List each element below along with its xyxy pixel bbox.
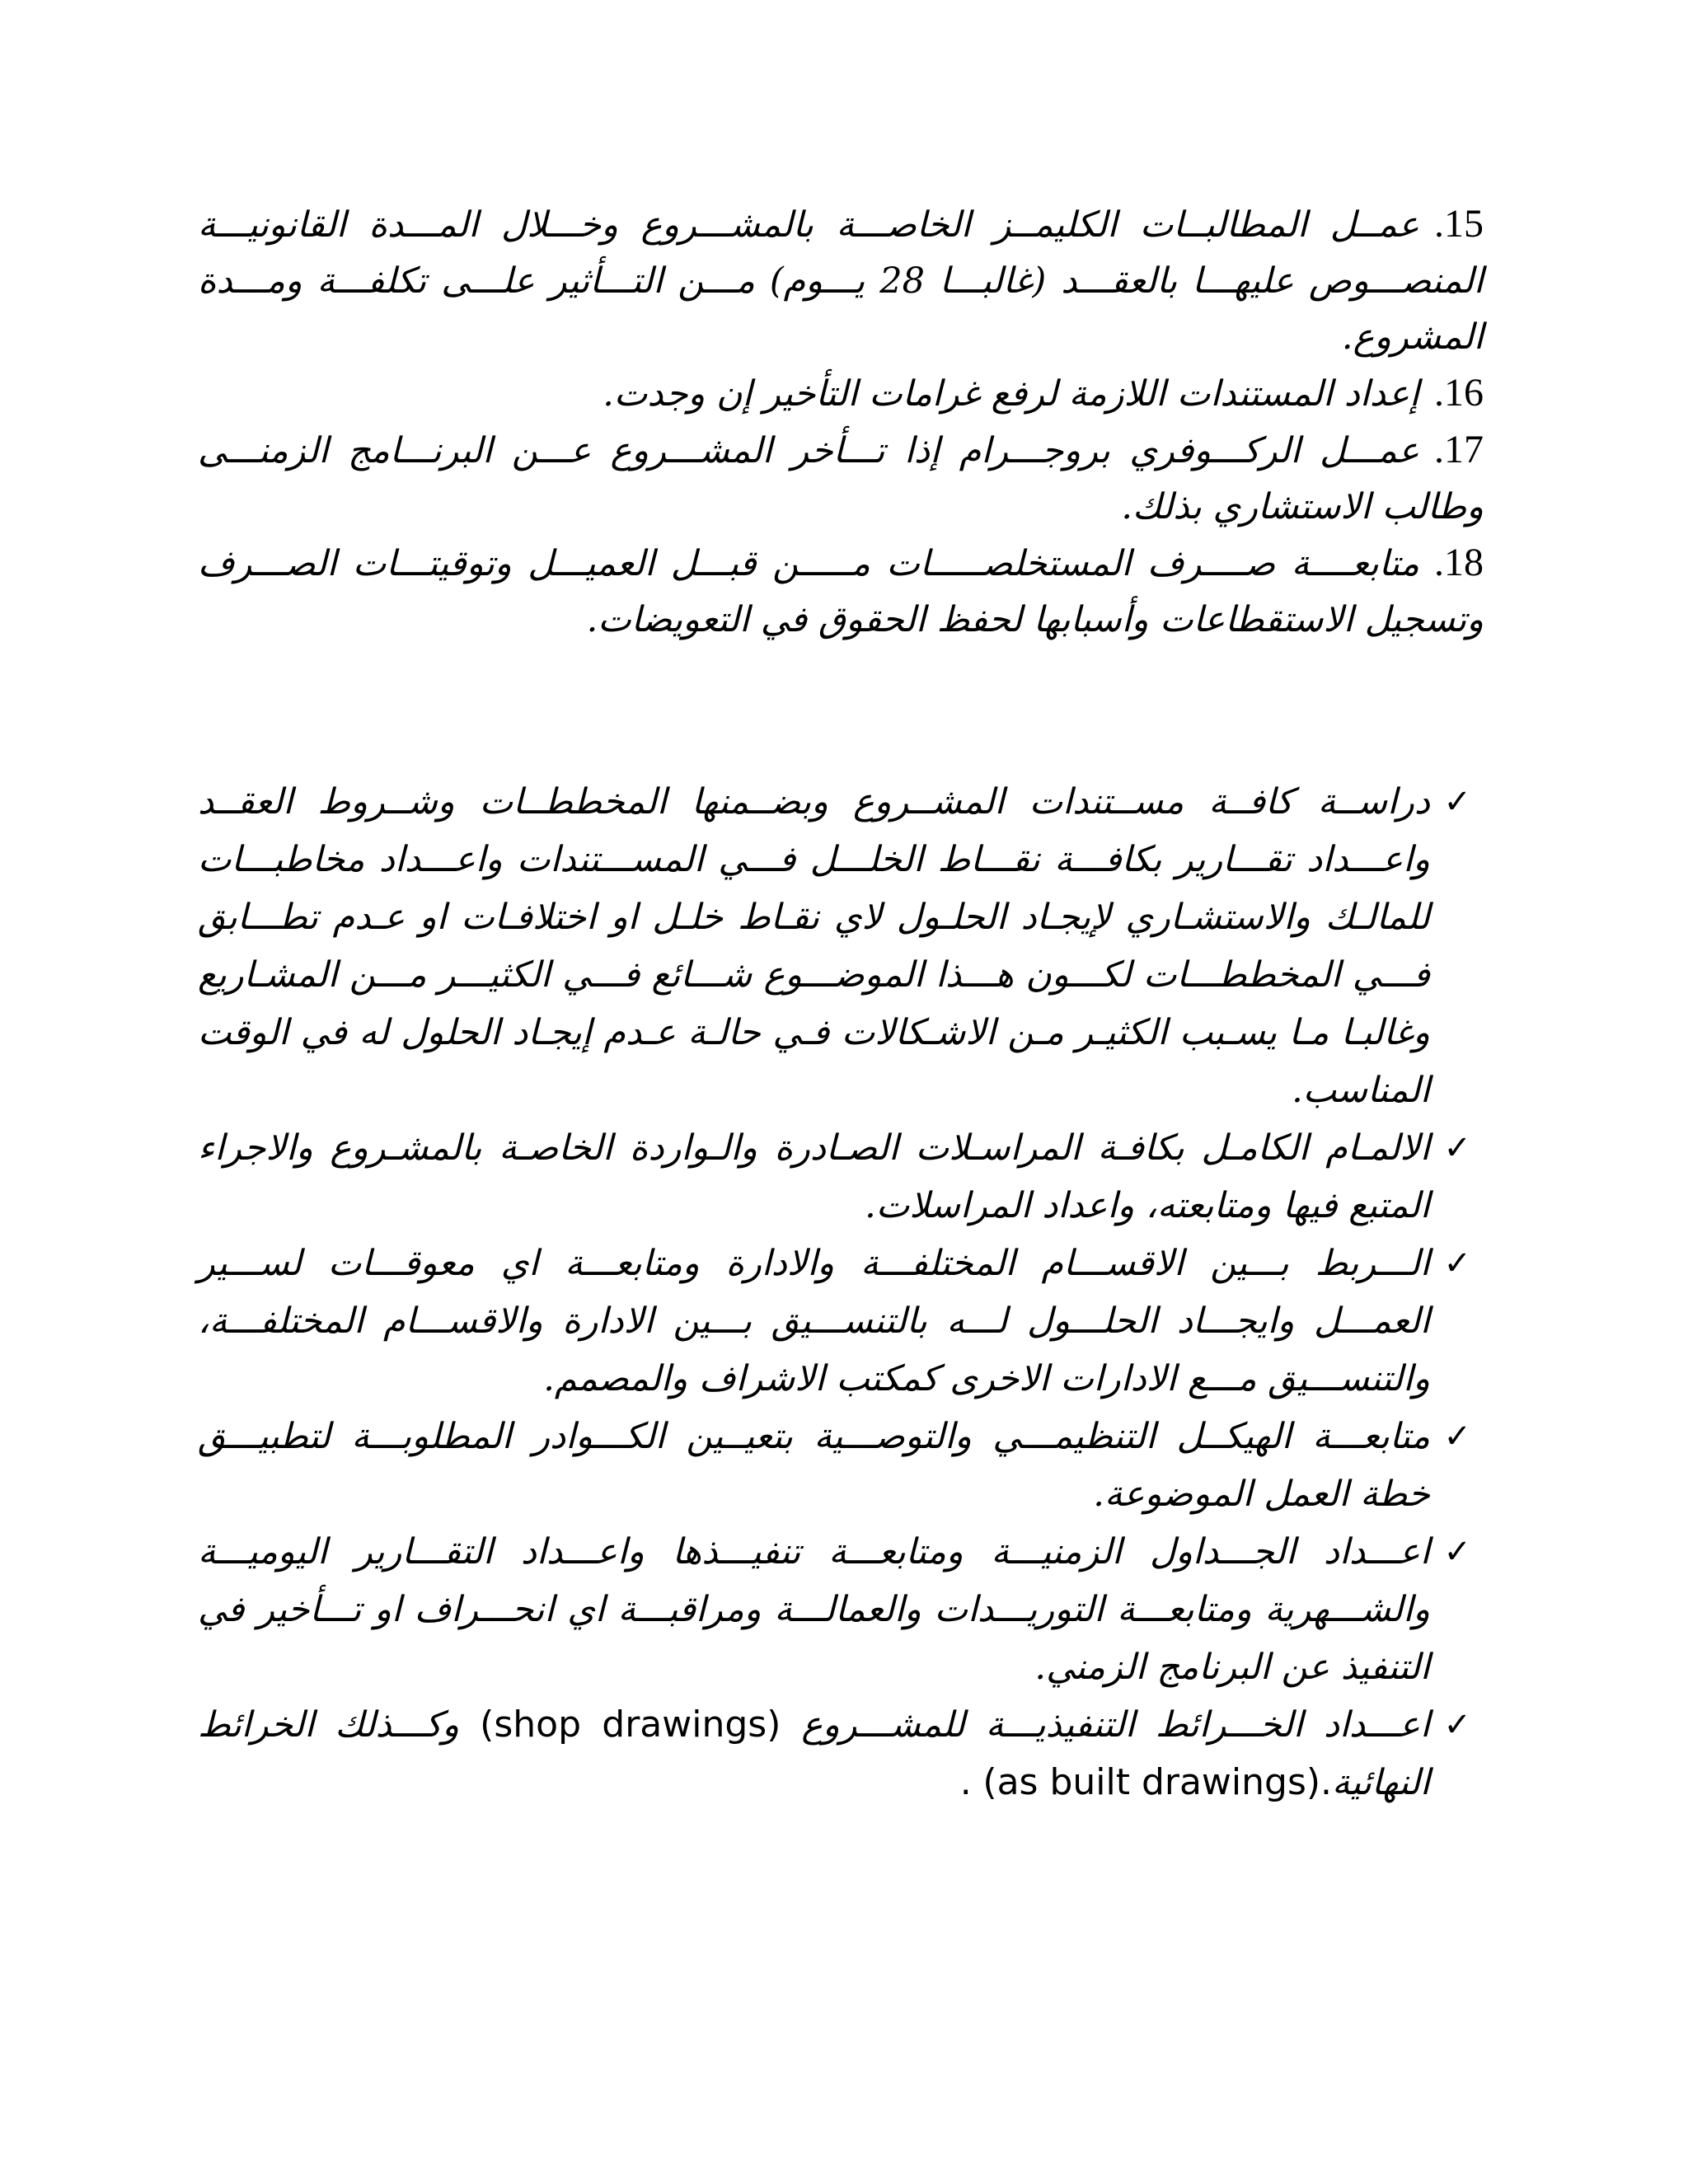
- list-item: [198, 422, 1484, 535]
- checkmark-icon: ✓: [1443, 783, 1471, 821]
- checklist-text: دراســة كافــة مســتندات المشــروع وبضــمنها المخططــات وشــروط العقــد واعـــداد تقـــارير بكافـــة نقـــاط الخلـــل فـــي المســـتندات واعـــداد مخاطبـــات للمالـك والاستشـاري لإيجـاد الحلـول لاي نقـاط خلـل او اختلافـات او عـدم تطـــابق فـــي المخططـــات لكـــون هـــذا الموضـــوع شـــائع فـــي الكثيـــر مـــن المشـاريع وغالبـا مـا يسـبب الكثيـر مـن الاشـكالات فـي حالـة عـدم إيجـاد الحلول له في الوقت المناسب.: [198, 781, 1430, 1111]
- item-text: متابعــــة صــــرف المستخلصـــــات مـــــن قبـــل العميـــل وتوقيتـــات الصـــرف وتسجيل الاستقطاعات وأسبابها لحفظ الحقوق في التعويضات.: [198, 543, 1484, 640]
- checklist-item: [198, 1119, 1471, 1235]
- list-item: [198, 535, 1484, 648]
- checklist-text: اعـــداد الجـــداول الزمنيـــة ومتابعـــة تنفيـــذها واعـــداد التقـــارير اليوميـــة والشـــهرية ومتابعـــة التوريـــدات والعمالـــة ومراقبـــة اي انحـــراف او تـــأخير في التنفيذ عن البرنامج الزمني.: [198, 1531, 1430, 1688]
- list-item: [198, 365, 1484, 422]
- item-number: 18.: [1434, 541, 1484, 584]
- latin-term: (as built drawings).: [982, 1761, 1333, 1803]
- checklist-text: [198, 1696, 1430, 1811]
- checklist-item: [198, 1408, 1471, 1523]
- numbered-list: [198, 196, 1484, 648]
- checklist-text-part: وكـــذلك الخرائط النهائية: [198, 1704, 1430, 1803]
- item-text: إعداد المستندات اللازمة لرفع غرامات التأخير إن وجدت.: [603, 373, 1419, 415]
- checklist-text: الالمـام الكامـل بكافـة المراسـلات الصـادرة والـواردة الخاصـة بالمشـروع والاجراء المتبع فيها ومتابعته، واعداد المراسلات.: [198, 1127, 1430, 1226]
- item-text: عمــل المطالبــات الكليمــز الخاصـــة بالمشـــروع وخـــلال المـــدة القانونيـــة المنصـــوص عليهـــا بالعقـــد (غالبـــا 28 يـــوم) مـــن التـــأثير علـــى تكلفـــة ومـــدة المشروع.: [198, 204, 1484, 358]
- checkmark-icon: ✓: [1443, 1533, 1471, 1571]
- checklist-text: متابعـــة الهيكــل التنظيمـــي والتوصـــية بتعيــين الكـــوادر المطلوبـــة لتطبيـــق خطة العمل الموضوعة.: [198, 1416, 1430, 1515]
- item-number: 15.: [1434, 202, 1484, 246]
- checkmark-icon: ✓: [1443, 1418, 1471, 1455]
- checkmark-icon: ✓: [1443, 1244, 1471, 1282]
- checkmark-icon: ✓: [1443, 1129, 1471, 1167]
- item-number: 17.: [1434, 428, 1484, 471]
- checkmark-icon: ✓: [1443, 1706, 1471, 1744]
- checklist-text-part: اعـــداد الخـــرائط التنفيذيـــة للمشـــروع: [801, 1704, 1431, 1746]
- trailing-period: .: [959, 1761, 972, 1803]
- checklist: [198, 773, 1471, 1811]
- item-number: 16.: [1434, 371, 1484, 415]
- list-item: [198, 196, 1484, 365]
- checklist-item: [198, 773, 1471, 1119]
- checklist-text: الـــربط بـــين الاقســـام المختلفـــة والادارة ومتابعـــة اي معوقـــات لســـير العمـــل وايجـــاد الحلـــول لـــه بالتنســـيق بـــين الادارة والاقســـام المختلفـــة، والتنســـيق مـــع الادارات الاخرى كمكتب الاشراف والمصمم.: [198, 1243, 1430, 1399]
- latin-term: (shop drawings): [480, 1704, 781, 1746]
- checklist-item: [198, 1235, 1471, 1408]
- item-text: عمـــل الركـــوفري بروجـــرام إذا تـــأخر المشـــروع عـــن البرنـــامج الزمنـــى وطالب الاستشاري بذلك.: [198, 430, 1484, 527]
- checklist-item: [198, 1523, 1471, 1696]
- checklist-item: [198, 1696, 1471, 1811]
